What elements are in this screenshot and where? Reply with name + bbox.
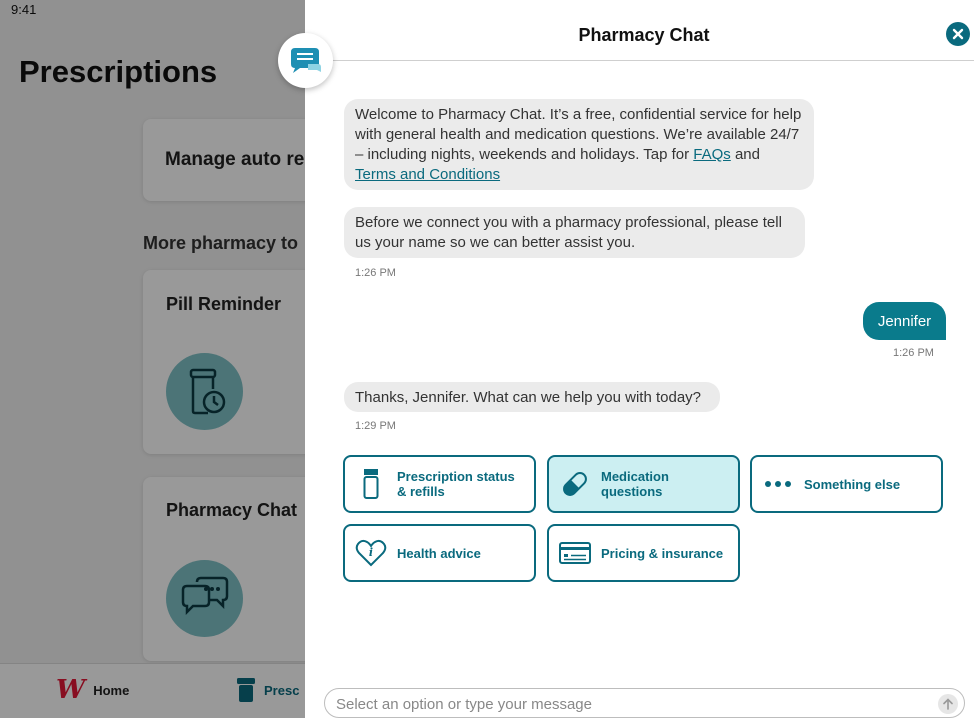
message-input[interactable]: [336, 693, 926, 715]
chat-header: [305, 0, 974, 61]
message-timestamp: 1:26 PM: [355, 267, 396, 279]
message-timestamp: 1:26 PM: [893, 347, 934, 359]
arrow-up-icon: [943, 698, 953, 710]
option-label: Prescription status & refills: [397, 469, 515, 499]
heart-info-icon: [355, 539, 387, 567]
more-dots-icon: [764, 480, 792, 488]
welcome-text: Welcome to Pharmacy Chat. It’s a free, confidential service for help with general health and medication questions. We’re available 24/7 – including nights, weekends and holidays. Tap for: [355, 106, 802, 163]
welcome-and: and: [730, 146, 760, 163]
pill-reminder-label: Pill Reminder: [166, 294, 282, 314]
tab-prescriptions-label: Presc: [264, 682, 300, 698]
option-label: Something else: [804, 476, 901, 492]
message-timestamp: 1:29 PM: [355, 420, 396, 432]
close-icon: [952, 28, 964, 40]
user-message: Jennifer: [863, 302, 946, 340]
chat-message-icon: [288, 46, 324, 76]
option-something-else[interactable]: [750, 455, 943, 513]
option-prescription-status[interactable]: [343, 455, 536, 513]
card-icon: [559, 542, 591, 564]
option-label: Medication questions: [601, 469, 669, 499]
svg-text:i: i: [368, 546, 374, 559]
section-heading: More pharmacy to: [143, 233, 299, 253]
close-button[interactable]: [946, 22, 970, 46]
brand-logo-icon: W: [56, 675, 86, 705]
pill-bottle-icon: [362, 468, 380, 500]
option-health-advice[interactable]: [343, 524, 536, 582]
pharmacy-chat-card-label: Pharmacy Chat: [166, 500, 298, 520]
option-medication-questions[interactable]: [547, 455, 740, 513]
auto-refill-card-label: Manage auto re: [165, 149, 305, 170]
message-input-bar: [324, 688, 965, 718]
send-button[interactable]: [938, 694, 958, 714]
tab-home-label: Home: [93, 682, 130, 698]
page-title: Prescriptions: [19, 54, 218, 89]
bot-message-welcome: [344, 99, 814, 190]
bot-message-help: Thanks, Jennifer. What can we help you with today?: [344, 382, 720, 412]
capsule-icon: [560, 469, 590, 499]
faqs-link[interactable]: FAQs: [693, 146, 731, 163]
option-pricing-insurance[interactable]: [547, 524, 740, 582]
option-label: Health advice: [397, 545, 481, 561]
chat-title: Pharmacy Chat: [578, 25, 710, 45]
status-time: 9:41: [11, 2, 37, 17]
chat-badge: [278, 33, 333, 88]
option-label: Pricing & insurance: [601, 545, 724, 561]
terms-link[interactable]: Terms and Conditions: [355, 166, 501, 183]
bot-message-name-request: Before we connect you with a pharmacy professional, please tell us your name so we can better assist you.: [344, 207, 805, 258]
